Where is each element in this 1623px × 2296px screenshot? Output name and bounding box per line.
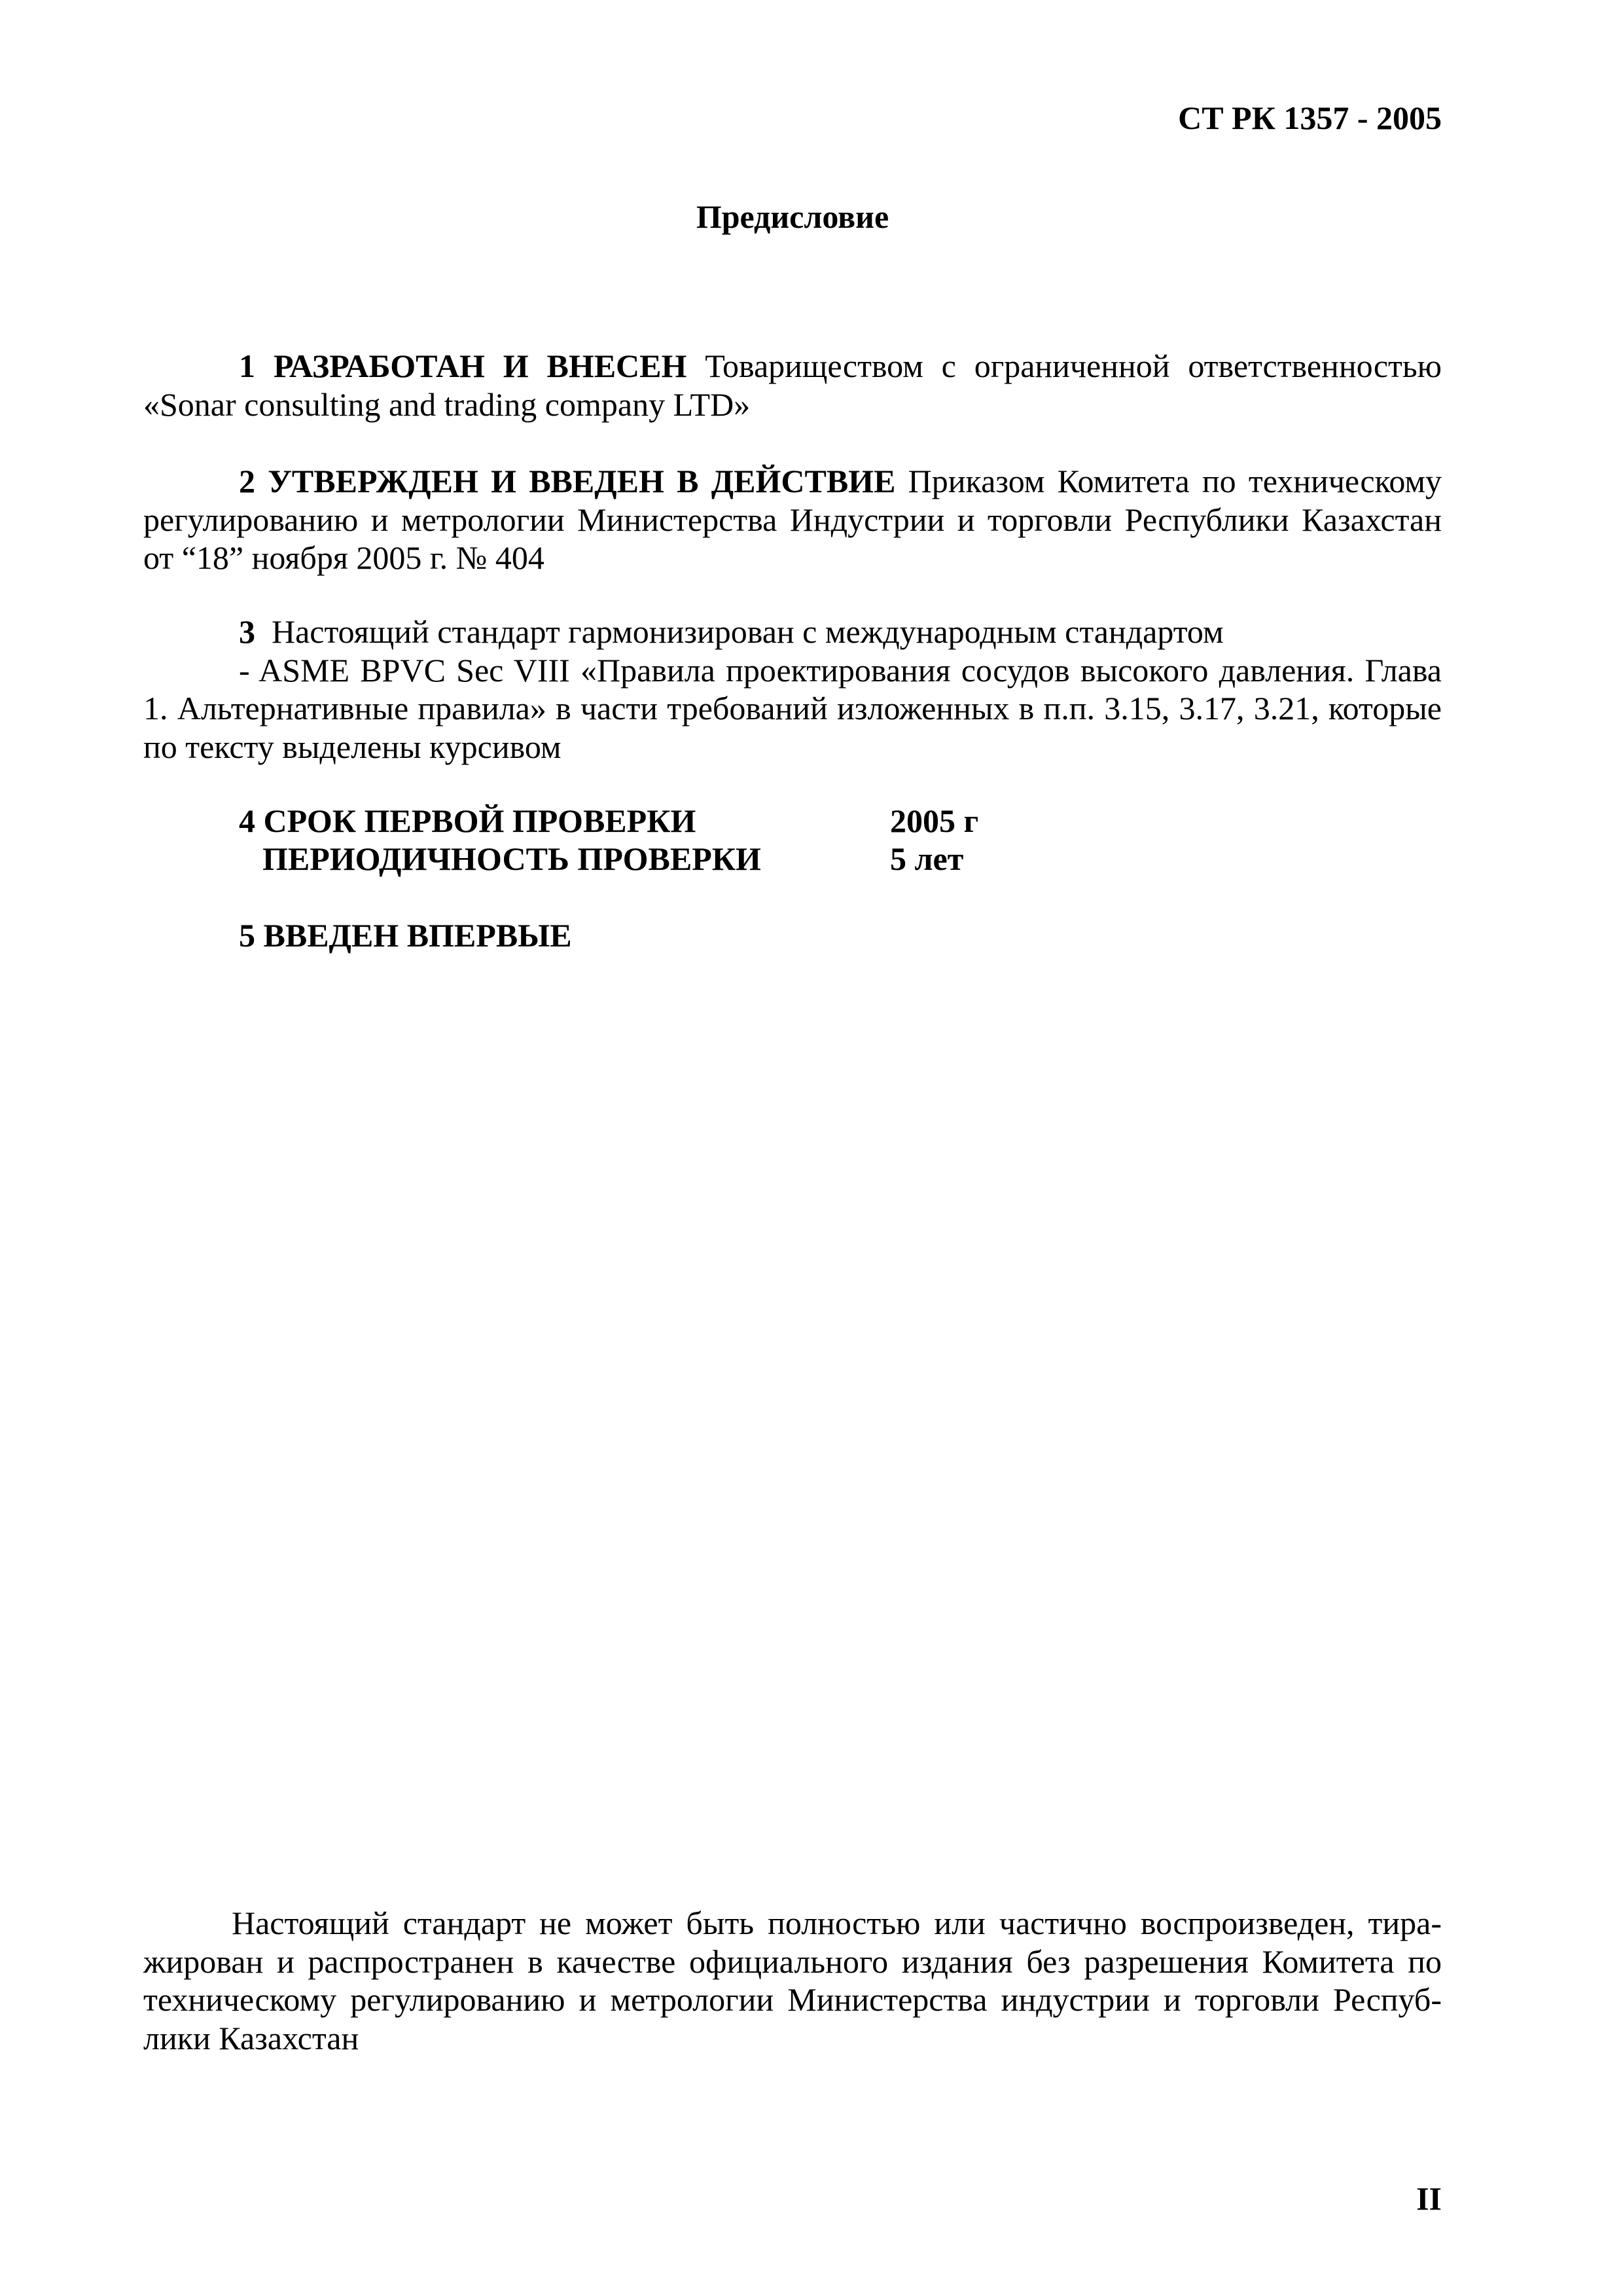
item-2-line-1 [143,462,1442,501]
item-1-developed-by [143,347,1442,423]
copyright-line-1: Настоящий стандарт не может быть полностью или частично воспроизведен, тира- [232,1905,1442,1941]
item-3-harmonization [143,613,1442,766]
page-title: Предисловие [696,198,889,235]
item-1-label: 1 РАЗРАБОТАН И ВНЕСЕН [239,348,687,384]
item-1-line-2: «Sonar consulting and trading company LTD» [143,386,751,423]
item-2-line-3: от “18” ноября 2005 г. № 404 [143,539,544,577]
item-3-line-3: 1. Альтернативные правила» в части требований изложенных в п.п. 3.15, 3.17, 3.21, которые [143,690,1442,727]
item-2-line-2: регулированию и метрологии Министерства Индустрии и торговли Республики Казахстан [143,501,1442,538]
copyright-line-2: жирован и распространен в качестве официального издания без разрешения Комитета по [143,1943,1442,1980]
item-3-line-1-text: Настоящий стандарт гармонизирован с международным стандартом [272,613,1224,650]
item-3-line-1 [143,613,1442,651]
item-5-label: 5 ВВЕДЕН ВПЕРВЫЕ [239,917,572,954]
item-3-line-2: - ASME BPVC Sec VIII «Правила проектирования сосудов высокого давления. Глава [239,651,1442,689]
copyright-line-3: техническому регулированию и метрологии Министерства индустрии и торговли Респуб- [143,1981,1442,2018]
item-2-label: 2 УТВЕРЖДЕН И ВВЕДЕН В ДЕЙСТВИЕ [239,463,896,499]
item-2-approved [143,462,1442,577]
standard-code-header: СТ РК 1357 - 2005 [1178,99,1442,136]
copyright-line-4: лики Казахстан [143,2019,359,2056]
item-4-first-check-value: 2005 г [890,802,979,839]
item-1-line-1-text: Товариществом с ограниченной ответственностью [705,348,1442,384]
item-3-label: 3 [239,613,255,650]
item-1-line-1 [143,347,1442,386]
copyright-notice [143,1904,1442,2057]
item-3-line-4: по тексту выделены курсивом [143,728,562,765]
item-4-period-label: ПЕРИОДИЧНОСТЬ ПРОВЕРКИ [262,840,761,877]
item-4-first-check-label: 4 СРОК ПЕРВОЙ ПРОВЕРКИ [239,802,696,839]
page-number: II [1416,2180,1442,2217]
item-2-line-1-text: Приказом Комитета по техническому [908,463,1442,499]
item-4-period-value: 5 лет [890,840,964,877]
